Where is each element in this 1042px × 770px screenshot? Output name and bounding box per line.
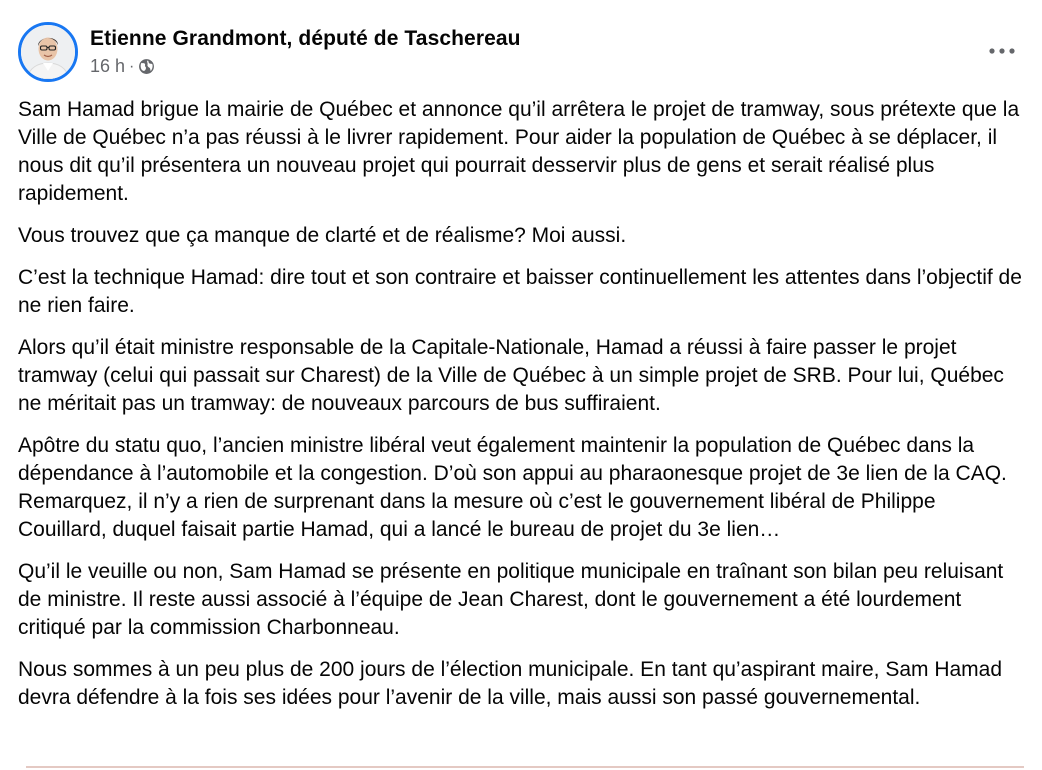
post-paragraph: Vous trouvez que ça manque de clarté et de réalisme? Moi aussi. bbox=[18, 224, 627, 247]
post-paragraph: Qu’il le veuille ou non, Sam Hamad se présente en politique municipale en traînant son bilan peu reluisant de ministre. Il reste aussi associé à l’équipe de Jean Charest, dont le gouvernement a été lourdement critiqué par la commission Charbonneau. bbox=[18, 560, 1004, 639]
post-bottom-divider bbox=[26, 766, 1024, 768]
author-name[interactable]: Etienne Grandmont, député de Taschereau bbox=[90, 27, 521, 50]
post-body bbox=[18, 96, 1030, 726]
avatar-portrait bbox=[21, 25, 75, 79]
post-header bbox=[18, 22, 1024, 84]
meta-separator: · bbox=[129, 57, 135, 75]
post-paragraph: C’est la technique Hamad: dire tout et son contraire et baisser continuellement les attentes dans l’objectif de ne rien faire. bbox=[18, 266, 1022, 317]
post-paragraph: Nous sommes à un peu plus de 200 jours de l’élection municipale. En tant qu’aspirant maire, Sam Hamad devra défendre à la fois ses idées pour l’avenir de la ville, mais aussi son passé gouvernemental. bbox=[18, 658, 1003, 709]
post-paragraph: Alors qu’il était ministre responsable de la Capitale-Nationale, Hamad a réussi à faire passer le projet tramway (celui qui passait sur Charest) de la Ville de Québec à un simple projet de SRB. Pour lui, Québec ne méritait pas un tramway: de nouveaux parcours de bus suffiraient. bbox=[18, 336, 1004, 415]
more-options-button[interactable] bbox=[984, 36, 1020, 66]
post-paragraph: Sam Hamad brigue la mairie de Québec et annonce qu’il arrêtera le projet de tramway, sous prétexte que la Ville de Québec n’a pas réussi à le livrer rapidement. Pour aider la population de Québec à se déplacer, il nous dit qu’il présentera un nouveau projet qui pourrait desservir plus de gens et serait réalisé plus rapidement. bbox=[18, 98, 1020, 205]
avatar[interactable] bbox=[18, 22, 78, 82]
more-horizontal-icon bbox=[988, 47, 1016, 55]
post-paragraph: Apôtre du statu quo, l’ancien ministre libéral veut également maintenir la population de Québec dans la dépendance à l’automobile et la congestion. D’où son appui au pharaonesque projet de 3e lien de la CAQ. Remarquez, il n’y a rien de surprenant dans la mesure où c’est le gouvernement libéral de Philippe Couillard, duquel faisait partie Hamad, qui a lancé le bureau de projet du 3e lien… bbox=[18, 434, 1007, 541]
globe-icon[interactable] bbox=[138, 58, 155, 75]
post-timestamp[interactable]: 16 h bbox=[90, 56, 126, 76]
post-meta bbox=[90, 56, 155, 77]
